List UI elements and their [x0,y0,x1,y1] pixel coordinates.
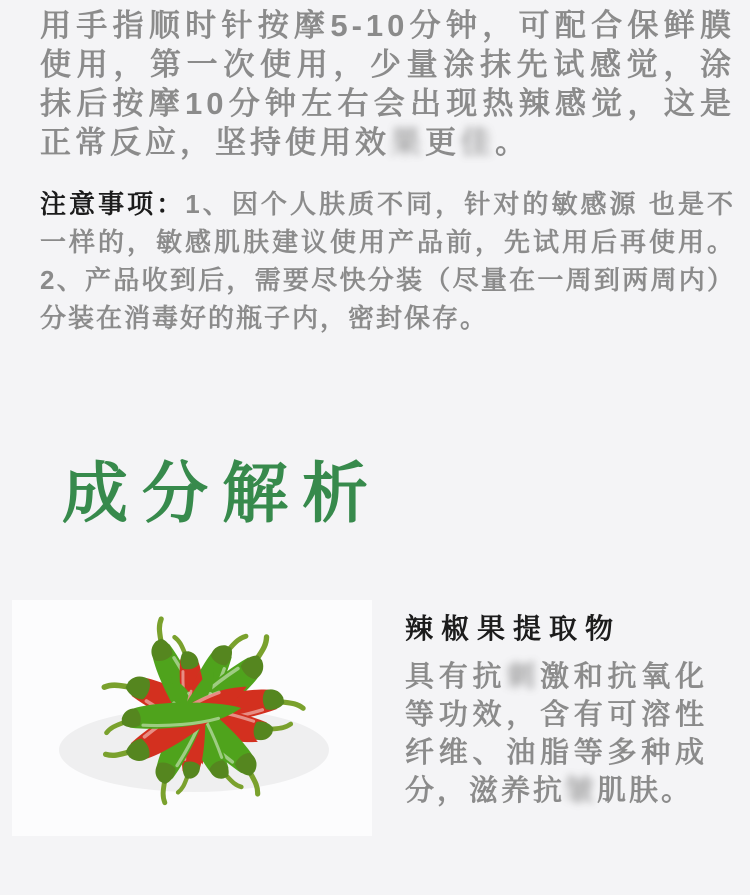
chili-peppers-image [12,600,372,836]
ingredient-description: 具有抗刺激和抗氧化等功效，含有可溶性纤维、油脂等多种成分，滋养抗皱肌肤。 [405,661,707,807]
ingredient-analysis-section-title: 成分解析 [62,456,382,530]
usage-instructions-paragraph: 用手指顺时针按摩5-10分钟，可配合保鲜膜使用，第一次使用，少量涂抹先试感觉，涂抹后按摩10分钟左右会出现热辣感觉，这是正常反应，坚持使用效果更佳。 [40,8,735,160]
chili-peppers-illustration [12,600,372,836]
ingredient-name: 辣椒果提取物 [405,613,622,644]
ingredient-info-column [405,612,715,810]
notes-paragraph: 注意事项：1、因个人肤质不同，针对的敏感源 也是不一样的，敏感肌肤建议使用产品前，先试用后再使用。2、产品收到后，需要尽快分装（尽量在一周到两周内）分装在消毒好的瓶子内，密封保存。 [40,189,735,333]
